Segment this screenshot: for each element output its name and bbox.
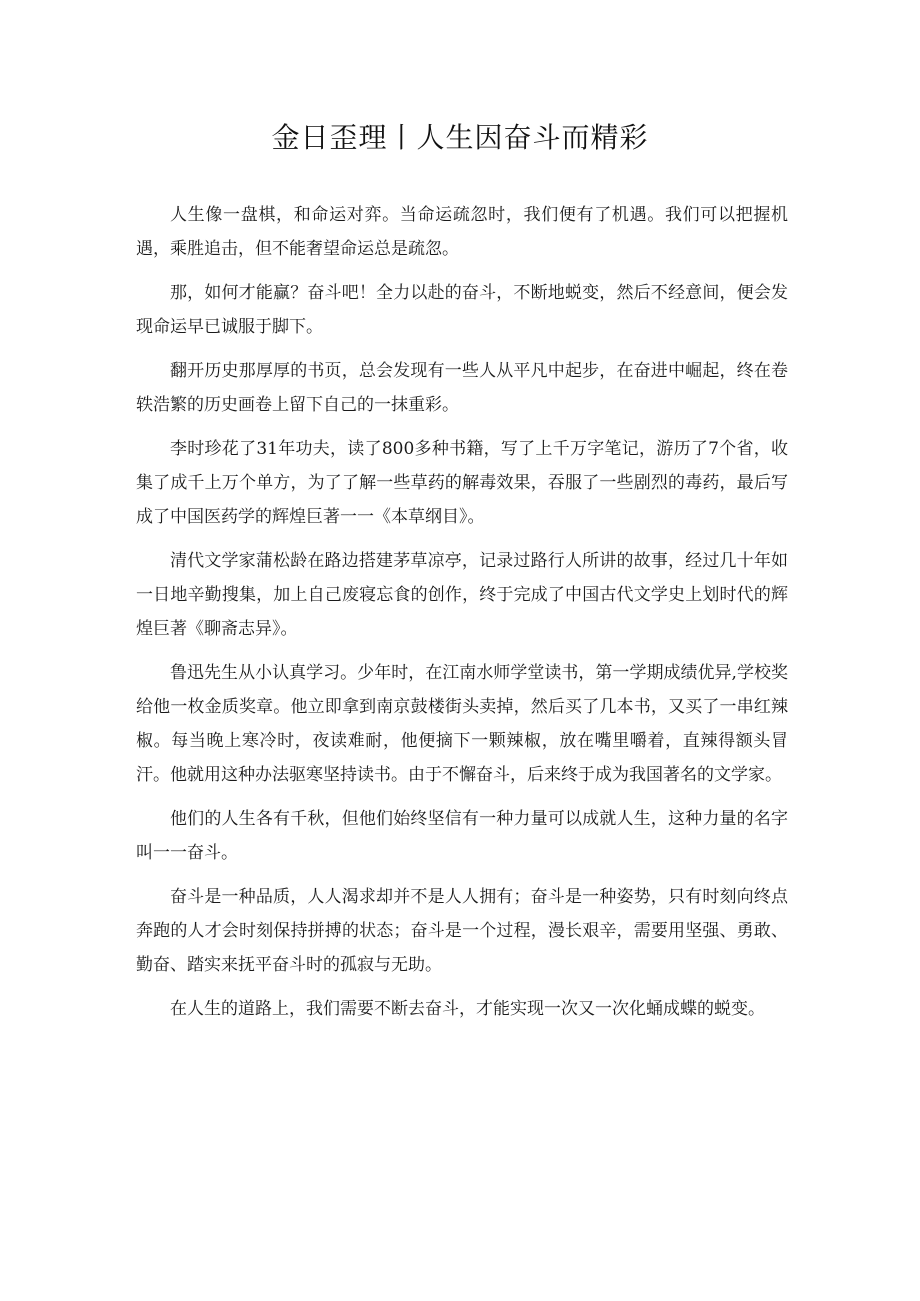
document-body (136, 198, 788, 1036)
paragraph: 翻开历史那厚厚的书页，总会发现有一些人从平凡中起步，在奋进中崛起，终在卷轶浩繁的历史画卷上留下自己的一抹重彩。 (136, 361, 788, 415)
paragraph: 李时珍花了31年功夫，读了800多种书籍，写了上千万字笔记，游历了7个省，收集了成千上万个单方，为了了解一些草药的解毒效果，吞服了一些剧烈的毒药，最后写成了中国医药学的辉煌巨著一一《本草纲目》。 (136, 439, 788, 527)
paragraph: 鲁迅先生从小认真学习。少年时，在江南水师学堂读书，第一学期成绩优异,学校奖给他一枚金质奖章。他立即拿到南京鼓楼街头卖掉，然后买了几本书，又买了一串红辣椒。每当晚上寒冷时，夜读难耐，他便摘下一颗辣椒，放在嘴里嚼着，直辣得额头冒汗。他就用这种办法驱寒坚持读书。由于不懈奋斗，后来终于成为我国著名的文学家。 (136, 663, 788, 785)
paragraph: 清代文学家蒲松龄在路边搭建茅草凉亭，记录过路行人所讲的故事，经过几十年如一日地辛勤搜集，加上自己废寝忘食的创作，终于完成了中国古代文学史上划时代的辉煌巨著《聊斋志异》。 (136, 551, 788, 639)
paragraph: 在人生的道路上，我们需要不断去奋斗，才能实现一次又一次化蛹成蝶的蜕变。 (170, 999, 765, 1019)
paragraph: 那，如何才能赢？奋斗吧！全力以赴的奋斗，不断地蜕变，然后不经意间，便会发现命运早已诚服于脚下。 (136, 283, 788, 337)
paragraph: 他们的人生各有千秋，但他们始终坚信有一种力量可以成就人生，这种力量的名字叫一一奋斗。 (136, 809, 788, 863)
paragraph: 人生像一盘棋，和命运对弈。当命运疏忽时，我们便有了机遇。我们可以把握机遇，乘胜追击，但不能奢望命运总是疏忽。 (136, 205, 788, 259)
document-title: 金日歪理丨人生因奋斗而精彩 (271, 121, 649, 154)
paragraph: 奋斗是一种品质，人人渴求却并不是人人拥有；奋斗是一种姿势，只有时刻向终点奔跑的人才会时刻保持拼搏的状态；奋斗是一个过程，漫长艰辛，需要用坚强、勇敢、勤奋、踏实来抚平奋斗时的孤寂与无助。 (136, 887, 788, 975)
